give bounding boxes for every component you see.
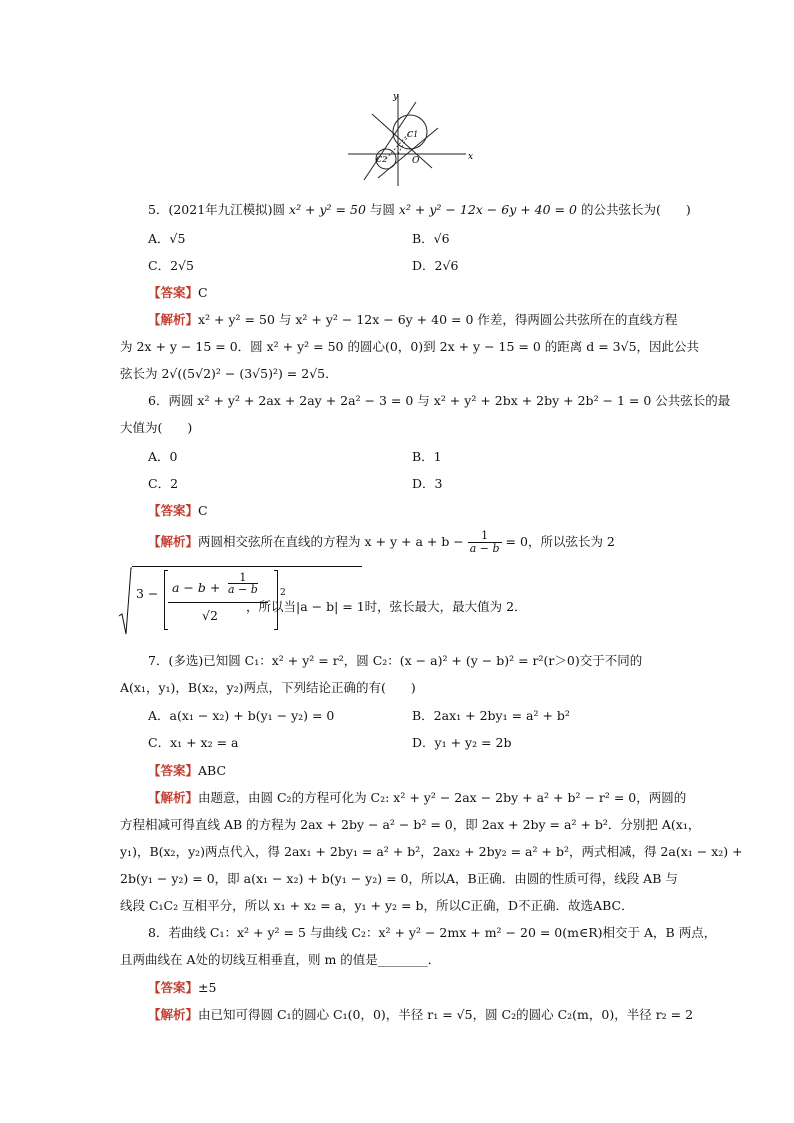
q7-stem-line2: A(x₁，y₁)，B(x₂，y₂)两点，下列结论正确的有( ) [120,680,416,695]
y-axis-label: y [393,92,399,102]
origin-label: O [412,156,420,166]
q5-stem-prefix: 5．(2021年九江模拟)圆 [148,202,286,217]
q5-stem-suffix: 的公共弦长为( ) [580,202,691,217]
q6-answer-value: C [198,503,208,518]
q6-stem-line2: 大值为( ) [120,420,193,435]
q5-mid: 与圆 [369,202,395,217]
q5-option-d: D．2√6 [412,258,459,273]
q6-answer [148,501,208,519]
answer-tag: 【答案】 [148,763,199,778]
q5-option-a: A．√5 [148,231,186,246]
q8-analysis-text1: 由已知可得圆 C₁的圆心 C₁(0，0)，半径 r₁ = √5，圆 C₂的圆心 C₂(m，0)，半径 r₂ = 2 [198,1007,694,1022]
q8-analysis-line1 [148,1005,693,1023]
q5-analysis-text1: x² + y² = 50 与 x² + y² − 12x − 6y + 40 = 0 作差，得两圆公共弦所在的直线方程 [198,312,678,327]
q5-option-b: B．√6 [412,231,450,246]
q6-stem-line1: 6．两圆 x² + y² + 2ax + 2ay + 2a² − 3 = 0 与 x² + y² + 2bx + 2by + 2b² − 1 = 0 公共弦长的最 [148,393,731,408]
q7-analysis-line2: 方程相减可得直线 AB 的方程为 2ax + 2by − a² − b² = 0，即 2ax + 2by = a² + b²．分别把 A(x₁， [120,817,701,832]
q6-option-d: D．3 [412,476,443,491]
c2-label: C2 [376,155,388,164]
answer-tag: 【答案】 [148,285,199,300]
q7-analysis-line3: y₁)，B(x₂，y₂)两点代入，得 2ax₁ + 2by₁ = a² + b²，2ax₂ + 2by₂ = a² + b²，两式相减，得 2a(x₁ − x₂) + [120,844,743,859]
q7-answer-value: ABC [198,763,227,778]
q6-analysis-line1 [148,530,615,555]
answer-tag: 【答案】 [148,503,199,518]
q7-analysis-line5: 线段 C₁C₂ 互相平分，所以 x₁ + x₂ = a，y₁ + y₂ = b，所以C正确，D不正确．故选ABC． [120,898,634,913]
analysis-tag: 【解析】 [148,312,199,327]
q8-stem-line2: 且两曲线在 A处的切线互相垂直，则 m 的值是________． [120,952,441,967]
c1-label: C1 [407,130,419,139]
q8-stem-line1: 8．若曲线 C₁：x² + y² = 5 与曲线 C₂：x² + y² − 2mx + m² − 20 = 0(m∈R)相交于 A，B 两点， [148,925,717,940]
q6-analysis-line2: ，所以当|a − b| = 1时，弦长最大，最大值为 2． [246,599,527,614]
q7-analysis-line4: 2b(y₁ − y₂) = 0，即 a(x₁ − x₂) + b(y₁ − y₂) = 0，所以A，B正确．由圆的性质可得，线段 AB 与 [120,871,678,886]
geometry-figure [344,88,478,188]
q6-frac-den: a − b [469,542,500,555]
q5-answer [148,283,208,301]
q5-analysis-line1 [148,310,677,328]
q7-option-d: D．y₁ + y₂ = 2b [412,735,512,750]
q6-radical-inner-num: 1 [228,572,258,584]
q6-radical-exp: 2 [280,588,286,598]
q7-answer [148,761,226,779]
q5-eq1: x² + y² = 50 [289,202,366,217]
analysis-tag: 【解析】 [148,1007,199,1022]
q6-analysis-text1b: = 0，所以弦长为 2 [505,534,615,549]
q6-option-b: B．1 [412,449,442,464]
q7-analysis-text1: 由题意，由圆 C₂的方程可化为 C₂: x² + y² − 2ax − 2by + a² + b² − r² = 0，两圆的 [198,790,687,805]
x-axis-label: x [468,152,474,162]
q5-analysis-line3: 弦长为 2√((5√2)² − (3√5)²) = 2√5． [120,366,338,381]
q6-radical-three: 3 − [136,586,159,601]
q8-answer [148,978,216,996]
q6-radical-inner-den: a − b [228,583,258,596]
q6-radical-num: a − b + [172,580,221,595]
q7-analysis-line1 [148,788,686,806]
q5-answer-value: C [198,285,208,300]
q7-option-a: A．a(x₁ − x₂) + b(y₁ − y₂) = 0 [148,708,335,723]
q6-option-a: A．0 [148,449,178,464]
answer-tag: 【答案】 [148,980,199,995]
q5-stem [148,200,691,218]
radical-sign [118,566,132,636]
q6-analysis-text1a: 两圆相交弦所在直线的方程为 x + y + a + b − [198,534,464,549]
q5-option-c: C．2√5 [148,258,194,273]
analysis-tag: 【解析】 [148,790,199,805]
q7-stem-line1: 7．(多选)已知圆 C₁：x² + y² = r²，圆 C₂：(x − a)² + (y − b)² = r²(r＞0)交于不同的 [148,653,643,668]
q5-analysis-line2: 为 2x + y − 15 = 0．圆 x² + y² = 50 的圆心(0，0)到 2x + y − 15 = 0 的距离 d = 3√5，因此公共 [120,339,700,354]
q6-fraction [468,530,502,555]
q7-option-b: B．2ax₁ + 2by₁ = a² + b² [412,708,570,723]
analysis-tag: 【解析】 [148,534,199,549]
q6-frac-num: 1 [468,530,502,543]
q7-option-c: C．x₁ + x₂ = a [148,735,239,750]
q8-answer-value: ±5 [198,980,217,995]
q5-eq2: x² + y² − 12x − 6y + 40 = 0 [398,202,577,217]
q6-option-c: C．2 [148,476,179,491]
q6-radical-den: √2 [202,608,218,623]
